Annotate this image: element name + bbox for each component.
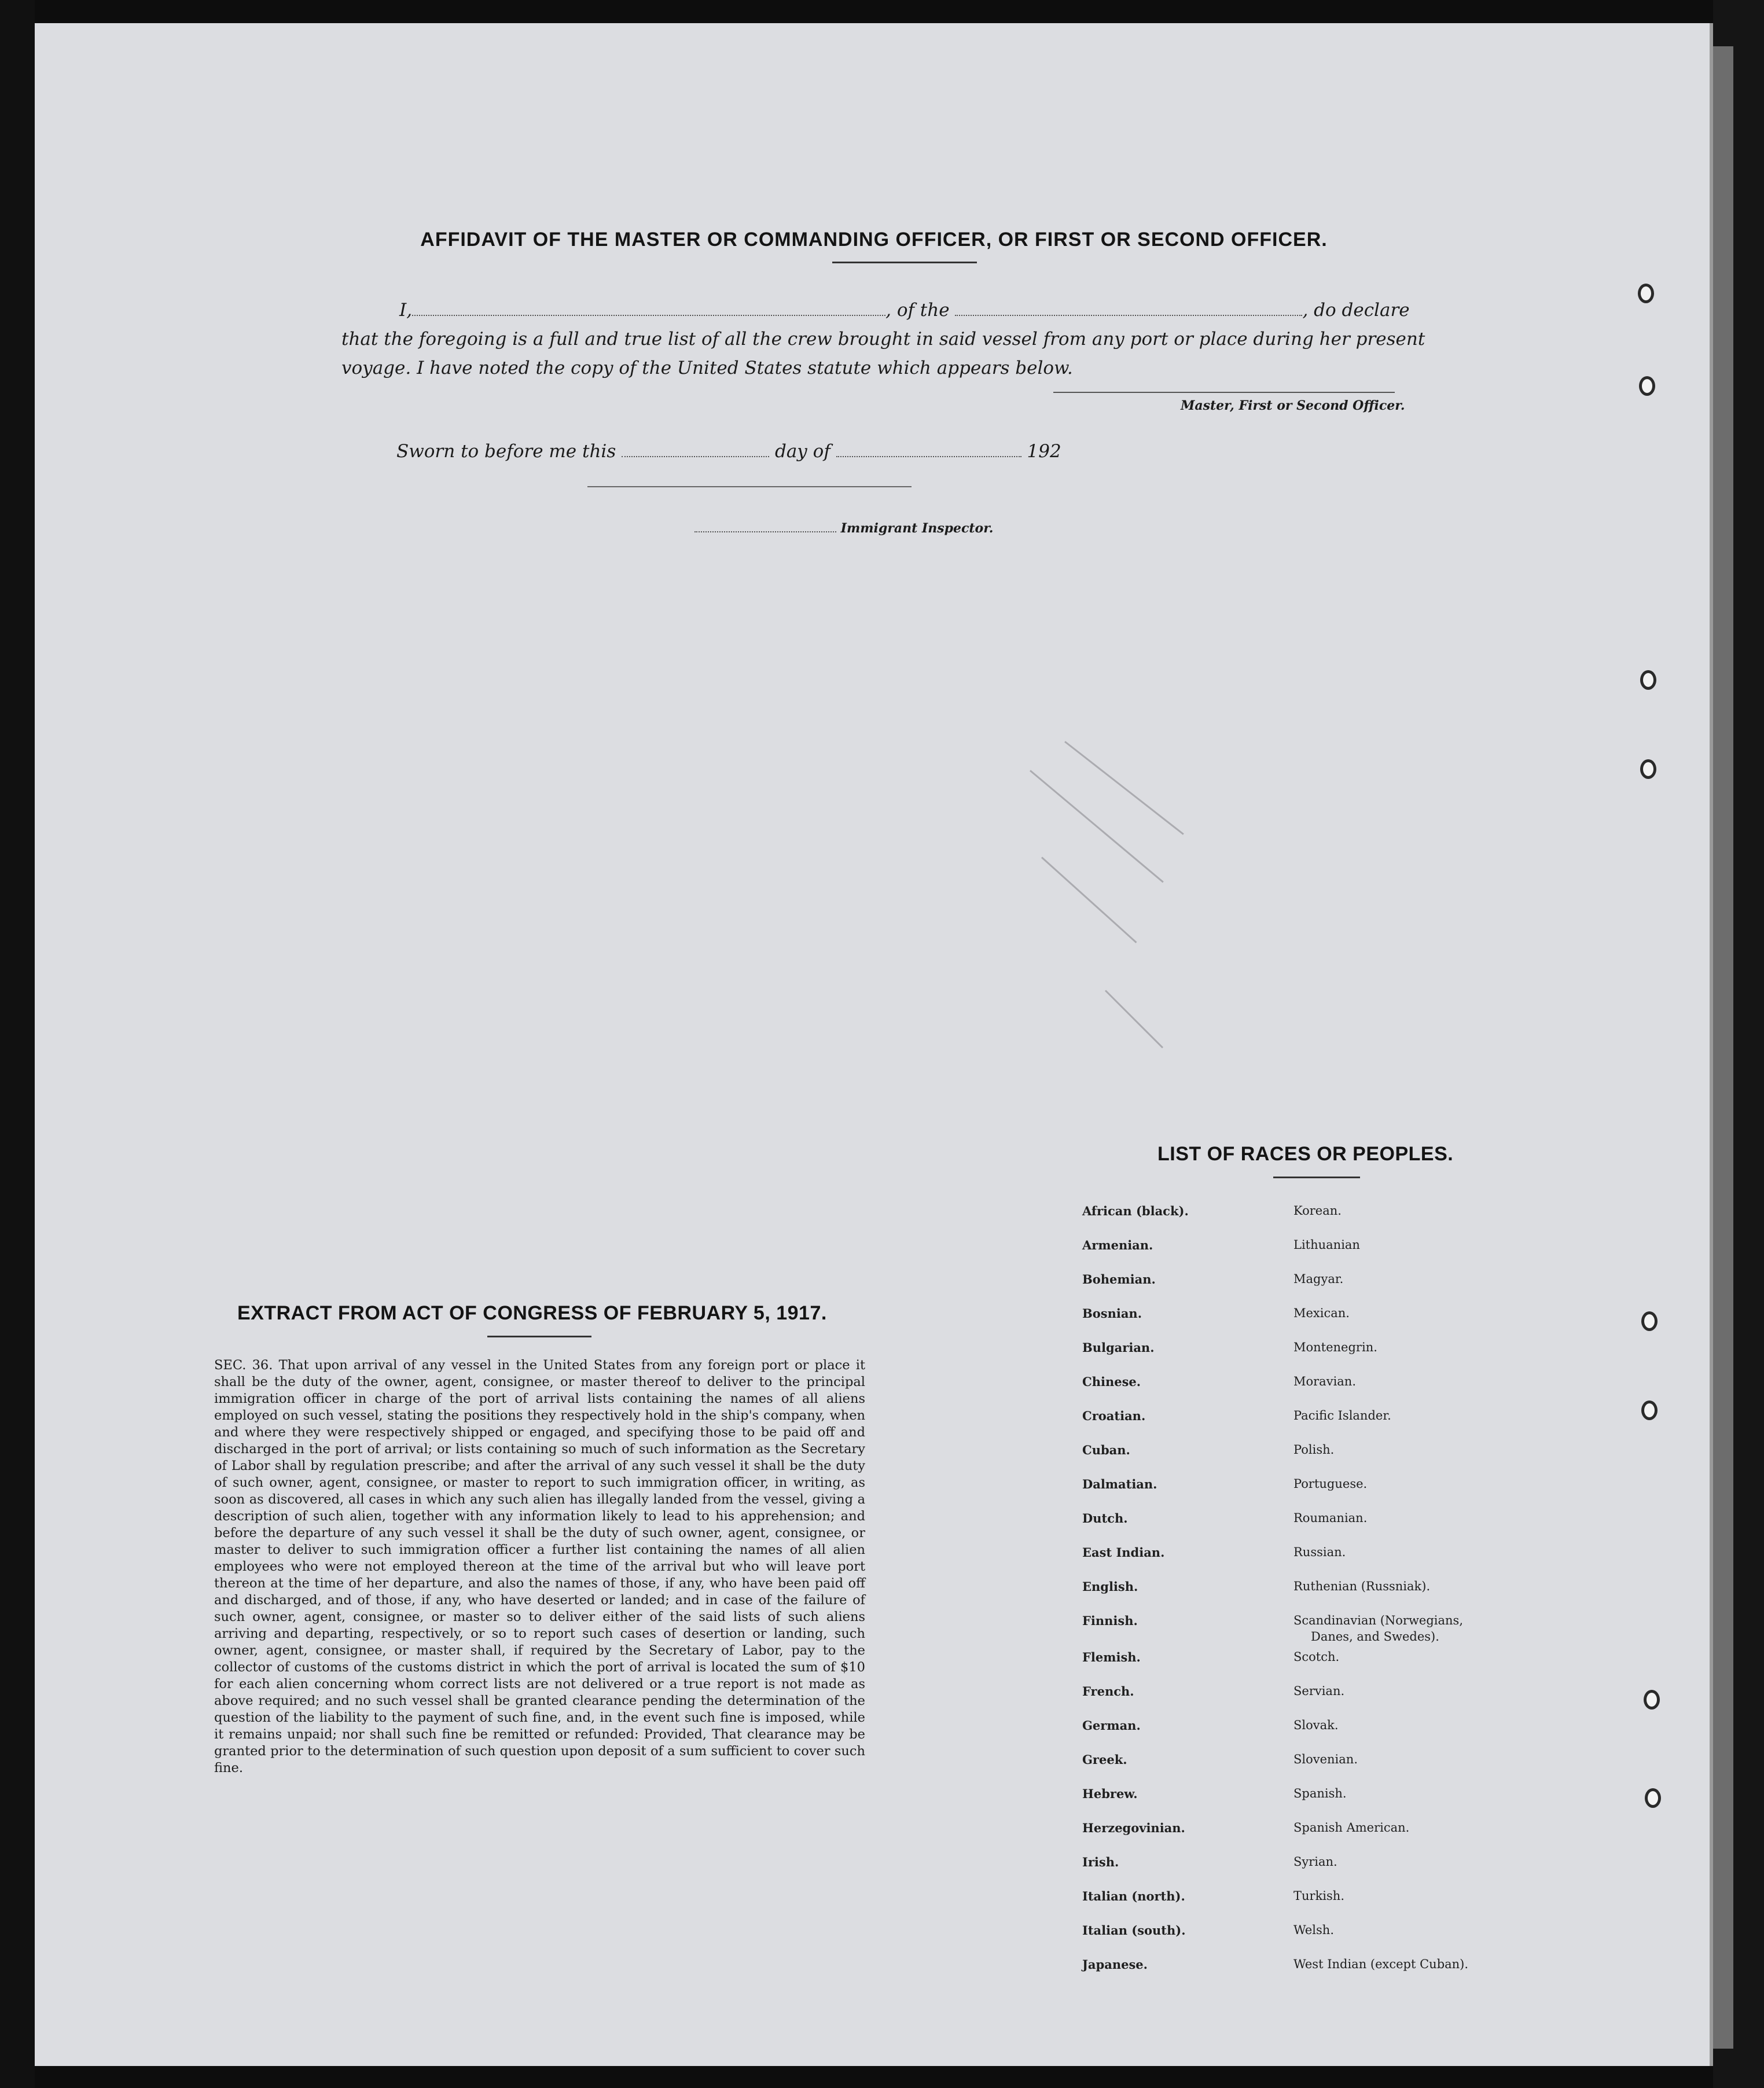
scan-border-left — [0, 0, 35, 2088]
race-item: Slovenian. — [1293, 1752, 1358, 1766]
race-item: Italian (north). — [1082, 1889, 1185, 1903]
race-item: Roumanian. — [1293, 1511, 1368, 1525]
vessel-name-field[interactable] — [955, 315, 1302, 316]
sworn-month-field[interactable] — [836, 456, 1021, 457]
declarant-prefix: I, — [399, 300, 413, 321]
inspector-dotted-lead — [694, 531, 836, 532]
race-item: Magyar. — [1293, 1272, 1344, 1286]
punch-hole — [1645, 1788, 1661, 1808]
race-item: Portuguese. — [1293, 1477, 1368, 1491]
punch-hole — [1638, 284, 1654, 303]
punch-hole — [1640, 759, 1656, 779]
race-item: Dalmatian. — [1082, 1477, 1157, 1491]
declaration-line-1 — [399, 300, 1410, 321]
punch-hole — [1641, 1311, 1658, 1331]
extract-title: EXTRACT FROM ACT OF CONGRESS OF FEBRUARY 5, 1917. — [237, 1302, 827, 1324]
race-item: Herzegovinian. — [1082, 1821, 1185, 1835]
race-item: Mexican. — [1293, 1306, 1350, 1320]
race-item: French. — [1082, 1684, 1134, 1699]
race-item: Scotch. — [1293, 1650, 1340, 1664]
scan-streak — [1105, 990, 1163, 1048]
race-item: Japanese. — [1082, 1957, 1148, 1972]
master-signature-caption: Master, First or Second Officer. — [1181, 398, 1405, 413]
punch-hole — [1640, 670, 1656, 690]
punch-hole — [1644, 1690, 1660, 1710]
race-item: Scandinavian (Norwegians, — [1293, 1613, 1464, 1627]
declaration-line-3: voyage. I have noted the copy of the United States statute which appears below. — [341, 358, 1073, 378]
affidavit-title: AFFIDAVIT OF THE MASTER OR COMMANDING OFFICER, OR FIRST OR SECOND OFFICER. — [420, 229, 1328, 251]
declare-label: , do declare — [1302, 300, 1410, 321]
race-item: German. — [1082, 1718, 1141, 1733]
race-item: Croatian. — [1082, 1409, 1146, 1423]
race-item: Korean. — [1293, 1204, 1342, 1218]
punch-hole — [1639, 376, 1655, 396]
race-item: Bosnian. — [1082, 1306, 1142, 1321]
race-item: Irish. — [1082, 1855, 1119, 1869]
race-item: Flemish. — [1082, 1650, 1141, 1664]
race-item: Lithuanian — [1293, 1238, 1360, 1252]
sworn-label: Sworn to before me this — [396, 441, 616, 462]
race-item: Servian. — [1293, 1684, 1345, 1698]
race-item: Welsh. — [1293, 1923, 1334, 1937]
section-36-text: SEC. 36. That upon arrival of any vessel in the United States from any foreign port or place it shall be the duty of the owner, agent, consignee, or master thereof to deliver to the principal immigration officer in charge of the port of arrival lists containing the names of all aliens employed on such vessel, stating the positions they respectively hold in the ship's company, when and where they were respectively shipped or engaged, and specifying those to be paid off and discharged in the port of arrival; or lists containing so much of such information as the Secretary of Labor shall by regulation prescribe; and after the arrival of any such vessel it shall be the duty of such owner, agent, consignee, or master to report to such immigration officer, in writing, as soon as discovered, all cases in which any such alien has illegally landed from the vessel, giving a description of such alien, together with any information likely to lead to his apprehension; and before the departure of any such vessel it shall be the duty of such owner, agent, consignee, or master to deliver to such immigration officer a further list containing the names of all alien employees who were not employed thereon at the time of the arrival but who will leave port thereon at the time of her departure, and also the names of those, if any, who have been paid off and discharged, and of those, if any, who have deserted or landed; and in case of the failure of such owner, agent, consignee, or master so to deliver either of the said lists of such aliens arriving and departing, respectively, or so to report such cases of desertion or landing, such owner, agent, consignee, or master shall, if required by the Secretary of Labor, pay to the collector of customs of the customs district in which the port of arrival is located the sum of $10 for each alien concerning whom correct lists are not delivered or a true report is not made as above required; and no such vessel shall be granted clearance pending the determination of the question of the liability to the payment of such fine, and, in the event such fine is imposed, while it remains unpaid; nor shall such fine be remitted or refunded: Provided, That clearance may be granted prior to the determination of such question upon deposit of a sum sufficient to cover such fine. — [214, 1358, 865, 1775]
declarant-name-field[interactable] — [412, 315, 885, 316]
race-item: Spanish American. — [1293, 1821, 1410, 1835]
race-item: Moravian. — [1293, 1374, 1357, 1388]
race-item: West Indian (except Cuban). — [1293, 1957, 1469, 1971]
race-item: Hebrew. — [1082, 1786, 1138, 1801]
day-of-label: day of — [774, 441, 830, 462]
scan-streak — [1041, 856, 1137, 943]
scan-streak — [1064, 741, 1184, 835]
race-item: East Indian. — [1082, 1545, 1165, 1560]
inspector-signature-line[interactable] — [587, 486, 912, 487]
races-title-rule — [1273, 1177, 1360, 1178]
race-item: Cuban. — [1082, 1443, 1130, 1457]
document-page — [35, 23, 1713, 2066]
race-item: Finnish. — [1082, 1613, 1138, 1628]
extract-title-rule — [487, 1336, 591, 1337]
race-item: Greek. — [1082, 1752, 1127, 1767]
master-signature-line[interactable] — [1053, 392, 1395, 393]
race-item: Polish. — [1293, 1443, 1335, 1457]
race-item: Syrian. — [1293, 1855, 1337, 1869]
sworn-line — [396, 441, 1061, 462]
race-item: Pacific Islander. — [1293, 1409, 1391, 1422]
affidavit-title-rule — [832, 262, 977, 263]
race-item: Armenian. — [1082, 1238, 1153, 1252]
punch-hole — [1641, 1400, 1658, 1420]
of-the-label: , of the — [885, 300, 950, 321]
race-item: Turkish. — [1293, 1889, 1344, 1903]
races-title: LIST OF RACES OR PEOPLES. — [1157, 1143, 1454, 1165]
race-item: Ruthenian (Russniak). — [1293, 1579, 1431, 1593]
race-item: English. — [1082, 1579, 1138, 1594]
race-item: Dutch. — [1082, 1511, 1128, 1525]
year-prefix: 192 — [1027, 441, 1061, 462]
race-item: Chinese. — [1082, 1374, 1141, 1389]
race-item: Italian (south). — [1082, 1923, 1186, 1938]
race-item: Danes, and Swedes). — [1311, 1630, 1439, 1644]
race-item: Bohemian. — [1082, 1272, 1156, 1286]
inspector-caption-text: Immigrant Inspector. — [840, 521, 994, 536]
sworn-day-field[interactable] — [622, 456, 769, 457]
race-item: Spanish. — [1293, 1786, 1347, 1800]
race-item: African (black). — [1082, 1204, 1189, 1218]
race-item: Russian. — [1293, 1545, 1346, 1559]
declaration-line-2: that the foregoing is a full and true list of all the crew brought in said vessel from any port or place during her present — [341, 329, 1425, 350]
adjacent-page-edge — [1710, 46, 1733, 2049]
race-item: Bulgarian. — [1082, 1340, 1155, 1355]
inspector-signature-caption — [694, 521, 993, 536]
race-item: Montenegrin. — [1293, 1340, 1377, 1354]
race-item: Slovak. — [1293, 1718, 1339, 1732]
